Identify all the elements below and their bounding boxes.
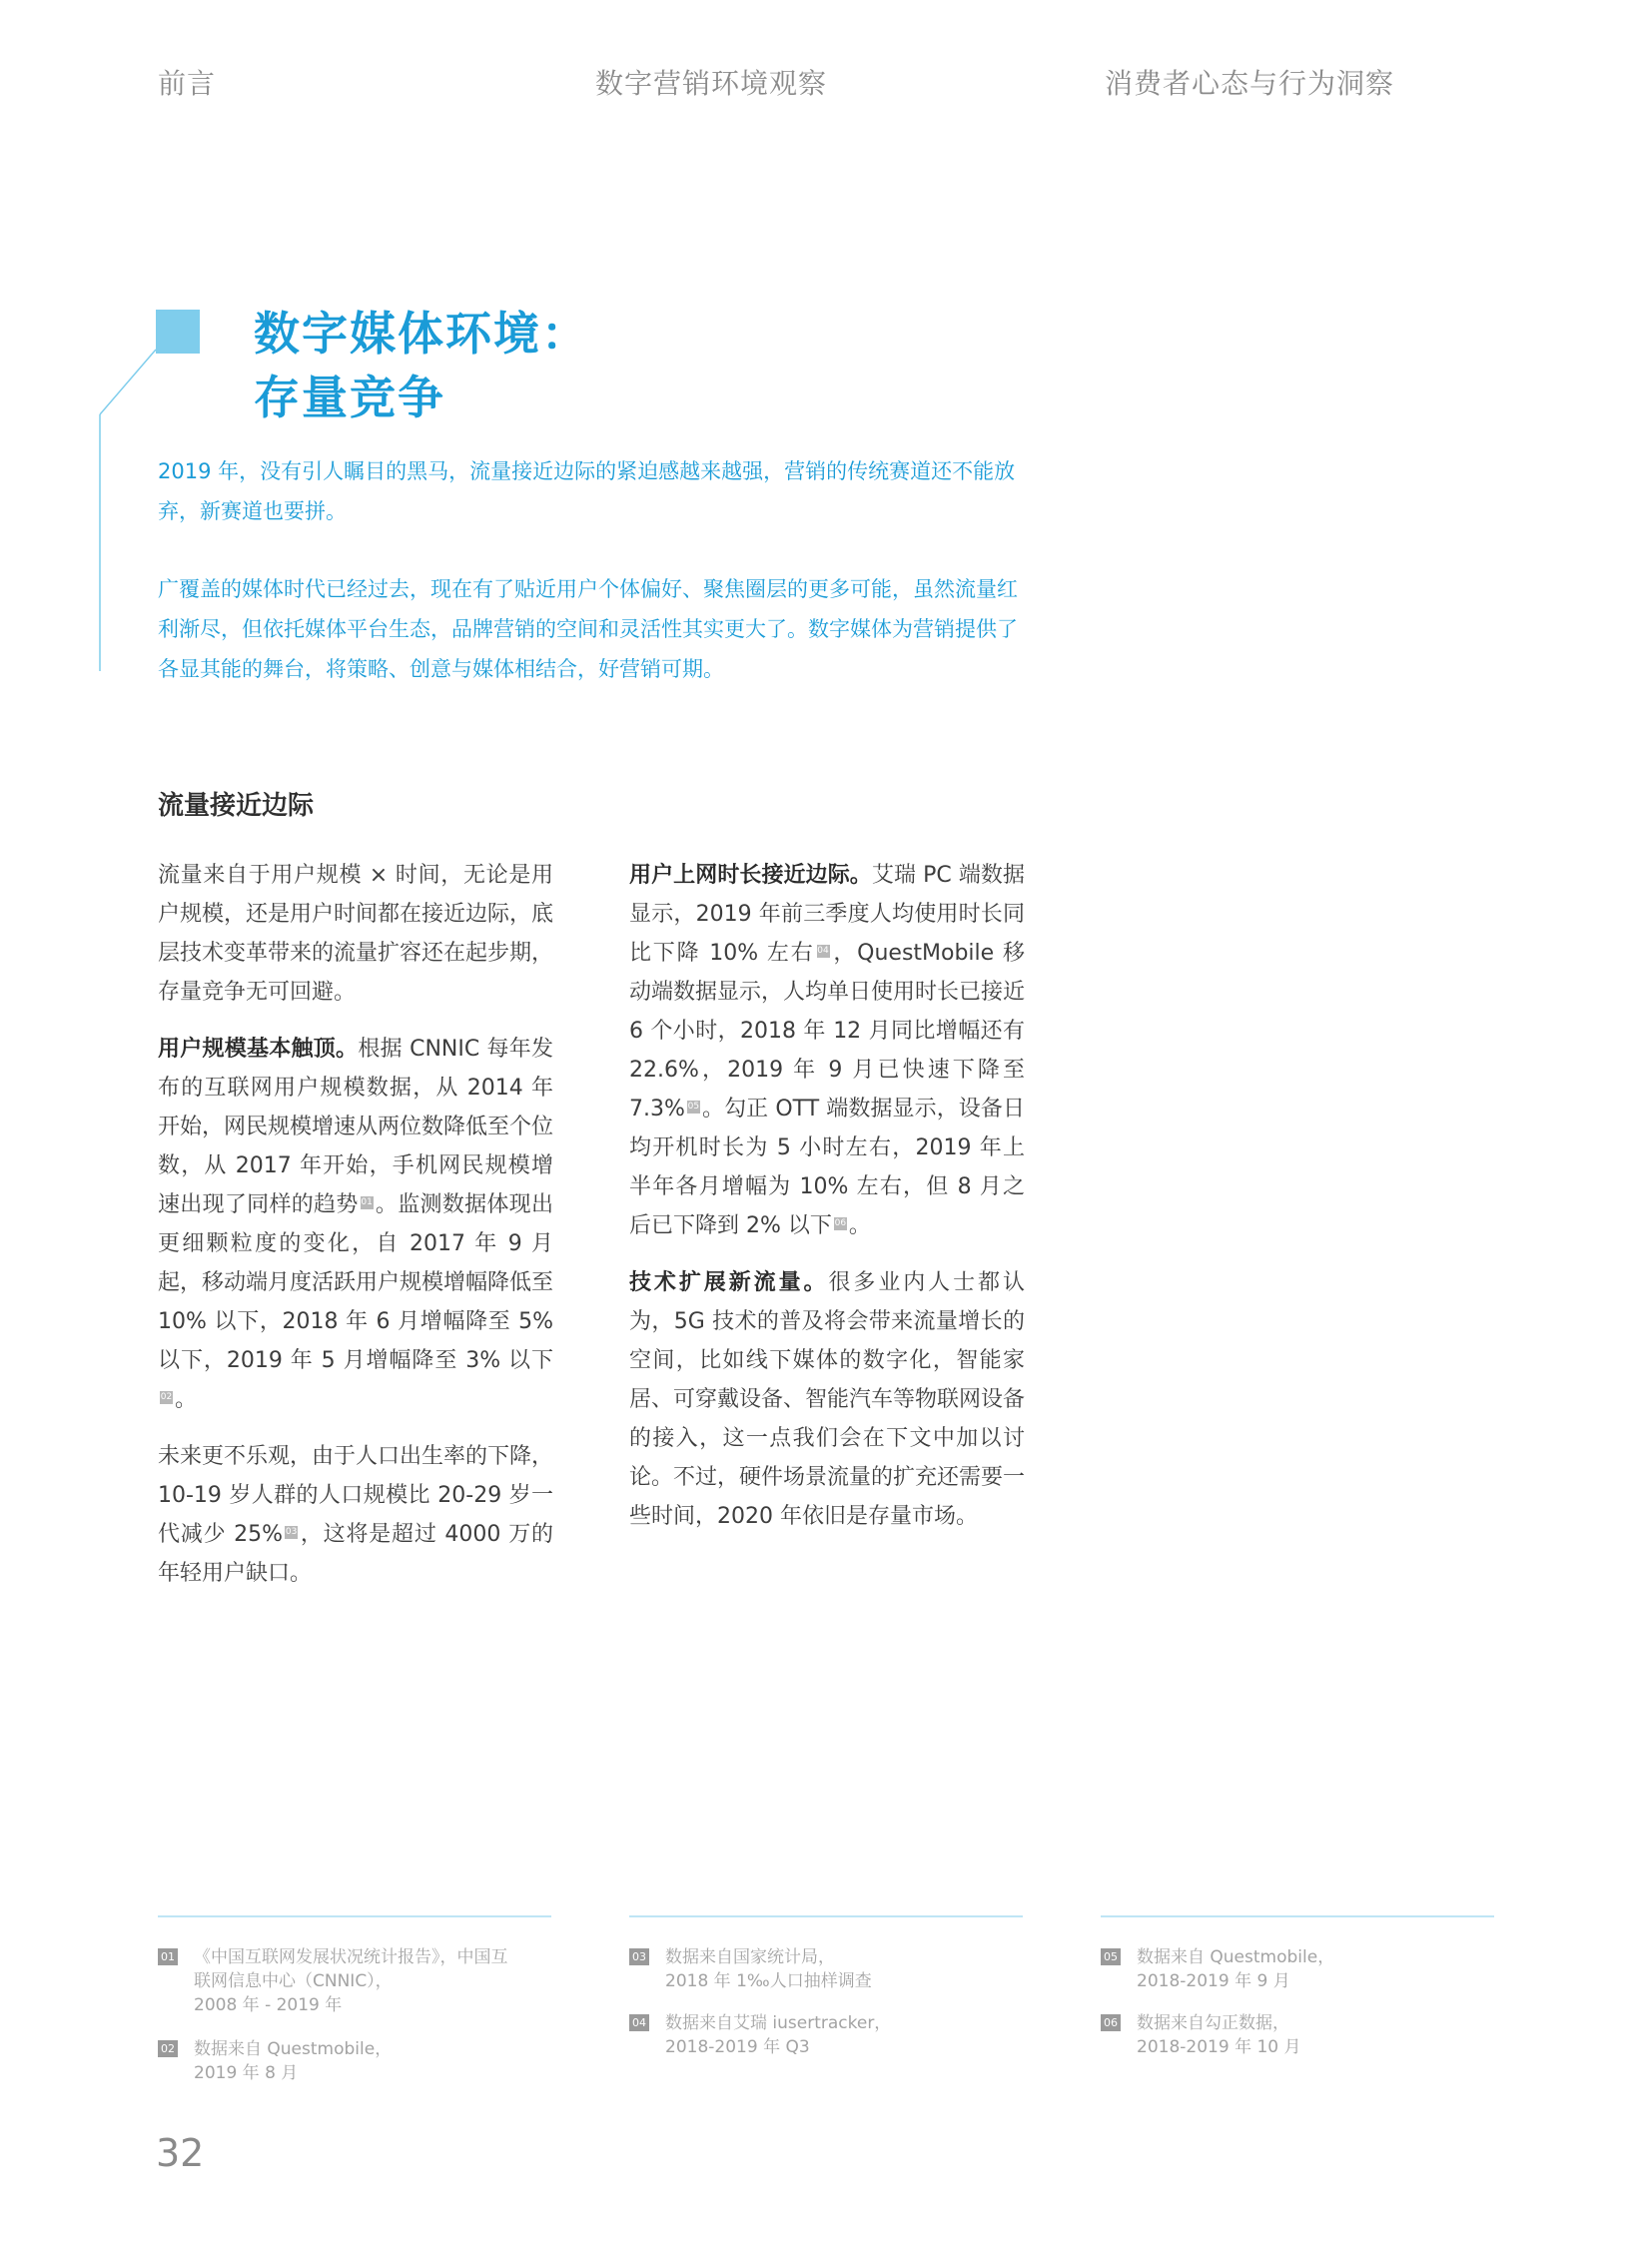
nav-item-digital-marketing[interactable]: 数字营销环境观察 <box>595 67 828 100</box>
right-paragraph-1-text-c: 。勾正 OTT 端数据显示，设备日均开机时长为 5 小时左右，2019 年上半年各月增幅为 10% 左右，但 8 月之后已下降到 2% 以下 <box>629 1097 1025 1238</box>
footnote-04-line1: 数据来自艾瑞 iusertracker， <box>665 2013 892 2033</box>
footnote-01-line2: 联网信息中心（CNNIC）， <box>194 1971 393 1991</box>
footnote-divider-1 <box>158 1915 551 1917</box>
page-title <box>254 302 589 429</box>
footnote-01-line1: 《中国互联网发展状况统计报告》，中国互 <box>194 1947 508 1967</box>
right-paragraph-2-text: 很多业内人士都认为，5G 技术的普及将会带来流量增长的空间，比如线下媒体的数字化，智能家居、可穿戴设备、智能汽车等物联网设备的接入，这一点我们会在下文中加以讨论。不过，硬件场景流量的扩充还需要一些时间，2020 年依旧是存量市场。 <box>629 1270 1026 1529</box>
left-column <box>158 856 553 1611</box>
footnote-04-line2: 2018-2019 年 Q3 <box>665 2037 810 2057</box>
footnote-04-number: 04 <box>629 2014 649 2031</box>
footnote-05-number: 05 <box>1101 1948 1121 1965</box>
footnote-divider-2 <box>629 1915 1023 1917</box>
footnote-06-line1: 数据来自勾正数据， <box>1137 2013 1289 2033</box>
footnote-ref-02[interactable]: 02 <box>160 1392 173 1402</box>
left-paragraph-2-text-c: 。 <box>175 1387 198 1412</box>
intro-paragraph-2: 广覆盖的媒体时代已经过去，现在有了贴近用户个体偏好、聚焦圈层的更多可能，虽然流量红利渐尽，但依托媒体平台生态，品牌营销的空间和灵活性其实更大了。数字媒体为营销提供了各显其能的舞台，将策略、创意与媒体相结合，好营销可期。 <box>158 577 1018 681</box>
footnote-ref-05[interactable]: 05 <box>687 1102 700 1112</box>
left-paragraph-3 <box>158 1437 553 1593</box>
footnote-06-line2: 2018-2019 年 10 月 <box>1137 2037 1301 2057</box>
right-paragraph-2 <box>629 1263 1025 1536</box>
footnote-ref-06[interactable]: 06 <box>834 1218 847 1228</box>
footnote-01 <box>158 1945 537 2017</box>
footnote-divider-3 <box>1101 1915 1494 1917</box>
footnote-05 <box>1101 1945 1480 1993</box>
footnote-ref-01[interactable]: 01 <box>361 1197 373 1207</box>
right-paragraph-2-lead: 技术扩展新流量。 <box>629 1270 829 1295</box>
footnote-03-number: 03 <box>629 1948 649 1965</box>
footnote-04 <box>629 2011 1009 2059</box>
left-paragraph-2-text-b: 。监测数据体现出更细颗粒度的变化，自 2017 年 9 月起，移动端月度活跃用户规模增幅降低至 10% 以下，2018 年 6 月增幅降至 5% 以下，2019 年 5 月增幅降至 3% 以下 <box>158 1192 554 1373</box>
footnote-03 <box>629 1945 1009 1993</box>
left-paragraph-2 <box>158 1030 553 1419</box>
footnote-03-line2: 2018 年 1‰人口抽样调查 <box>665 1971 872 1991</box>
intro-paragraph-1: 2019 年，没有引人瞩目的黑马，流量接近边际的紧迫感越来越强，营销的传统赛道还不能放弃，新赛道也要拼。 <box>158 459 1016 523</box>
footnote-ref-03[interactable]: 03 <box>285 1527 298 1537</box>
footnote-ref-04[interactable]: 04 <box>817 946 829 956</box>
footnote-05-line2: 2018-2019 年 9 月 <box>1137 1971 1290 1991</box>
left-paragraph-2-lead: 用户规模基本触顶。 <box>158 1037 359 1062</box>
right-paragraph-1-text-b: ，QuestMobile 移动端数据显示，人均单日使用时长已接近 6 个小时，2018 年 12 月同比增幅还有 22.6%，2019 年 9 月已快速下降至 7.3% <box>629 941 1026 1121</box>
footnote-02-line1: 数据来自 Questmobile， <box>194 2039 393 2059</box>
right-column <box>629 856 1025 1554</box>
right-paragraph-1-text-a: 艾瑞 PC 端数据显示，2019 年前三季度人均使用时长同比下降 10% 左右 <box>629 863 1025 966</box>
left-paragraph-1: 流量来自于用户规模 × 时间，无论是用户规模，还是用户时间都在接近边际，底层技术变革带来的流量扩容还在起步期，存量竞争无可回避。 <box>158 863 554 1005</box>
footnote-06-number: 06 <box>1101 2014 1121 2031</box>
footnote-05-line1: 数据来自 Questmobile， <box>1137 1947 1335 1967</box>
page-title-line1: 数字媒体环境： <box>254 307 589 361</box>
left-paragraph-3-text-a: 未来更不乐观，由于人口出生率的下降，10-19 岁人群的人口规模比 20-29 岁一代减少 25% <box>158 1444 554 1547</box>
right-paragraph-1-lead: 用户上网时长接近边际。 <box>629 863 872 888</box>
left-paragraph-3-text-b: ，这将是超过 4000 万的年轻用户缺口。 <box>158 1522 553 1586</box>
left-paragraph-2-text-a: 根据 CNNIC 每年发布的互联网用户规模数据，从 2014 年开始，网民规模增速从两位数降低至个位数，从 2017 年开始，手机网民规模增速出现了同样的趋势 <box>158 1037 554 1217</box>
footnote-01-number: 01 <box>158 1948 178 1965</box>
page-number: 32 <box>156 2131 205 2175</box>
footnote-02-number: 02 <box>158 2040 178 2057</box>
page-title-line2: 存量竞争 <box>254 371 445 424</box>
footnote-03-line1: 数据来自国家统计局， <box>665 1947 835 1967</box>
title-accent-square <box>156 310 200 354</box>
footnote-02-line2: 2019 年 8 月 <box>194 2063 299 2083</box>
footnote-06 <box>1101 2011 1480 2059</box>
right-paragraph-1 <box>629 856 1025 1245</box>
section-heading: 流量接近边际 <box>158 791 315 821</box>
nav-item-preface[interactable]: 前言 <box>158 67 217 100</box>
nav-item-consumer-insight[interactable]: 消费者心态与行为洞察 <box>1105 67 1395 100</box>
footnote-01-line3: 2008 年 - 2019 年 <box>194 1995 343 2015</box>
right-paragraph-1-text-d: 。 <box>848 1213 871 1238</box>
footnote-02 <box>158 2037 537 2085</box>
